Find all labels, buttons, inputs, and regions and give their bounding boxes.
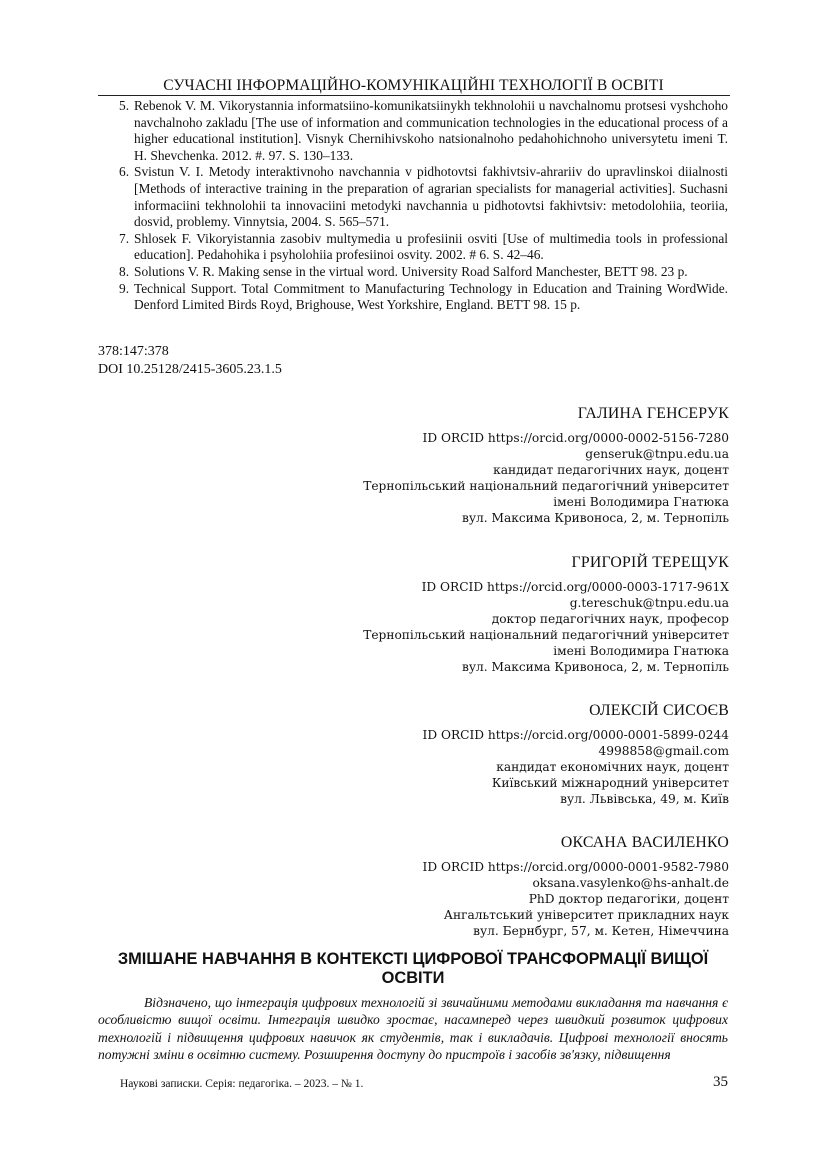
author-info: [300, 579, 729, 676]
reference-text: Technical Support. Total Commitment to Manufacturing Technology in Education and Training WordWide. Denford Limited Birds Royd, Brighouse, West Yorkshire, England. BETT 98. 15 p.: [134, 280, 728, 313]
running-header: СУЧАСНІ ІНФОРМАЦІЙНО-КОМУНІКАЦІЙНІ ТЕХНОЛОГІЇ В ОСВІТІ: [163, 77, 664, 94]
reference-number: 9.: [119, 280, 130, 296]
author-affiliation: імені Володимира Гнатюка: [553, 644, 729, 659]
header-rule: [98, 95, 730, 96]
author-degree: кандидат педагогічних наук, доцент: [493, 463, 729, 478]
reference-item: [98, 164, 728, 230]
author-affiliation: Тернопільський національний педагогічний університет: [363, 628, 729, 643]
udc-code: 378:147:378: [98, 344, 169, 359]
reference-number: 8.: [119, 263, 130, 279]
author-address: вул. Максима Кривоноса, 2, м. Тернопіль: [461, 660, 729, 675]
page-number: 35: [713, 1074, 728, 1090]
reference-item: [98, 98, 728, 164]
author-block: [300, 701, 729, 807]
author-info: [300, 859, 729, 939]
author-affiliation: Київський міжнародний університет: [491, 776, 729, 791]
author-orcid[interactable]: ID ORCID https://orcid.org/0000-0001-9582-7980: [422, 860, 729, 874]
reference-number: 5.: [119, 98, 130, 113]
author-affiliation: Тернопільський національний педагогічний університет: [363, 479, 729, 494]
reference-number: 7.: [119, 230, 130, 246]
author-block: [300, 404, 729, 527]
reference-number: 6.: [119, 164, 130, 180]
author-degree: PhD доктор педагогіки, доцент: [528, 892, 729, 907]
author-orcid[interactable]: ID ORCID https://orcid.org/0000-0003-1717-961X: [421, 580, 729, 594]
author-degree: кандидат економічних наук, доцент: [496, 760, 729, 775]
author-name: ОЛЕКСІЙ СИСОЄВ: [589, 702, 729, 719]
author-email[interactable]: oksana.vasylenko@hs-anhalt.de: [532, 876, 729, 891]
author-info: [300, 727, 729, 807]
reference-item: [98, 281, 728, 314]
reference-item: [98, 264, 728, 281]
author-address: вул. Львівська, 49, м. Київ: [560, 792, 729, 807]
author-email[interactable]: 4998858@gmail.com: [598, 744, 729, 759]
author-name: ОКСАНА ВАСИЛЕНКО: [560, 834, 729, 851]
author-affiliation: імені Володимира Гнатюка: [553, 495, 729, 510]
author-block: [300, 833, 729, 939]
reference-item: [98, 231, 728, 264]
article-abstract: Відзначено, що інтеграція цифрових технологій зі звичайними методами викладання та навчання є особливістю вищої освіти. Інтеграція швидко зростає, насамперед через швидкий розвиток цифрових технологій і підвищення цифрових навичок як студентів, так і викладачів. Цифрові технології вносять потужні зміни в освітню систему. Розширення доступу до пристроїв і засобів зв'язку, підвищення: [98, 995, 728, 1063]
reference-text: Rebenok V. M. Vikorystannia informatsiino-komunikatsiinykh tekhnolohii u navchalnomu protsesi vyshchoho navchalnoho zakladu [The use of information and communication technologies in the educational process of a higher educational institution]. Visnyk Chernihivskoho natsionalnoho pedahohichnoho universytetu imeni T. H. Shevchenka. 2012. #. 97. S. 130–133.: [134, 98, 728, 163]
author-name: ГРИГОРІЙ ТЕРЕЩУК: [571, 554, 729, 571]
author-email[interactable]: genseruk@tnpu.edu.ua: [585, 447, 729, 462]
author-address: вул. Бернбург, 57, м. Кетен, Німеччина: [473, 924, 729, 939]
reference-text: Svistun V. I. Metody interaktivnoho navchannia v pidhotovtsi fakhivtsiv-ahrariiv do upravlinskoi diialnosti [Methods of interactive training in the preparation of agrarian specialists for managerial activities]. Suchasni informaciini tekhnolohii ta innovaciini metodyki navchannia u pidhotovtsi fakhivtsiv: metodolohiia, teoriia, dosvid, problemy. Vinnytsia, 2004. S. 565–571.: [134, 164, 728, 230]
article-title: ЗМІШАНЕ НАВЧАННЯ В КОНТЕКСТІ ЦИФРОВОЇ ТРАНСФОРМАЦІЇ ВИЩОЇ ОСВІТИ: [117, 950, 709, 987]
author-orcid[interactable]: ID ORCID https://orcid.org/0000-0001-5899-0244: [422, 728, 729, 742]
reference-text: Shlosek F. Vikoryistannia zasobiv multymedia u profesiinii osviti [Use of multimedia tools in professional education]. Pedahohika i psyholohiia profesiinoi osvity. 2002. # 6. S. 42–46.: [134, 230, 728, 263]
author-address: вул. Максима Кривоноса, 2, м. Тернопіль: [461, 511, 729, 526]
author-name: ГАЛИНА ГЕНСЕРУК: [577, 405, 729, 422]
reference-text: Solutions V. R. Making sense in the virtual word. University Road Salford Manchester, BETT 98. 23 p.: [134, 263, 688, 279]
reference-list: [98, 98, 728, 314]
author-affiliation: Ангальтський університет прикладних наук: [443, 908, 729, 923]
footer-journal-info: Наукові записки. Серія: педагогіка. – 2023. – № 1.: [120, 1078, 364, 1090]
author-info: [300, 430, 729, 527]
author-block: [300, 553, 729, 676]
doi-link[interactable]: DOI 10.25128/2415-3605.23.1.5: [98, 362, 282, 377]
author-orcid[interactable]: ID ORCID https://orcid.org/0000-0002-5156-7280: [422, 431, 729, 445]
author-email[interactable]: g.tereschuk@tnpu.edu.ua: [569, 596, 729, 611]
author-degree: доктор педагогічних наук, професор: [491, 612, 729, 627]
